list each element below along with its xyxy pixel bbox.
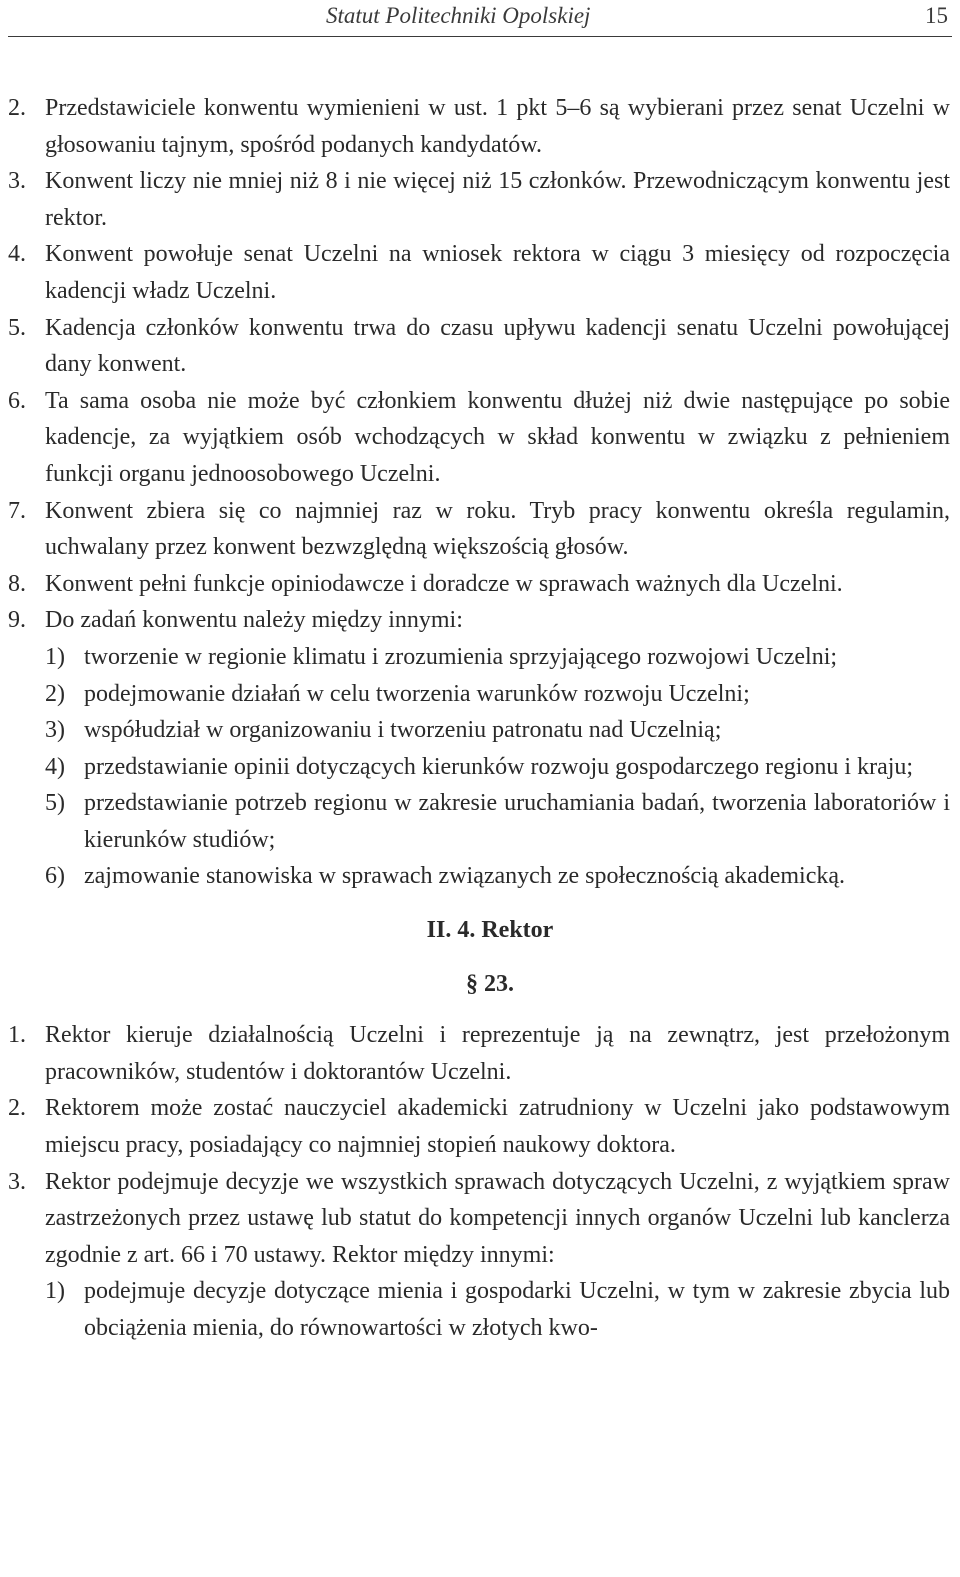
item-number: 6.	[8, 387, 26, 414]
list-item	[8, 1090, 950, 1163]
sub-item-number: 4)	[45, 753, 65, 780]
list-item	[8, 236, 950, 309]
paragraph-sign: § 23.	[466, 970, 514, 997]
sub-item-number: 1)	[45, 643, 65, 670]
item-number: 2.	[8, 95, 26, 121]
sub-item-text: tworzenie w regionie klimatu i zrozumienia sprzyjającego rozwojowi Uczelni;	[84, 643, 838, 670]
sub-list-item	[8, 712, 950, 749]
sub-item-number: 5)	[45, 790, 65, 817]
sub-item-number: 2)	[45, 680, 65, 707]
list-item	[8, 90, 950, 163]
item-number: 5.	[8, 314, 26, 341]
item-text: Konwent powołuje senat Uczelni na wniosek rektora w ciągu 3 miesięcy od rozpoczęcia kadencji władz Uczelni.	[45, 241, 950, 304]
sub-item-text: współudział w organizowaniu i tworzeniu patronatu nad Uczelnią;	[84, 717, 722, 744]
item-text: Przedstawiciele konwentu wymienieni w ust. 1 pkt 5–6 są wybierani przez senat Uczelni w głosowaniu tajnym, spośród podanych kandydatów.	[45, 95, 950, 158]
list-item	[8, 602, 950, 639]
list-item	[8, 493, 950, 566]
sub-item-number: 3)	[45, 717, 65, 744]
sub-list-item	[8, 749, 950, 786]
item-number: 9.	[8, 607, 26, 634]
sub-list-item	[8, 1273, 950, 1346]
item-text: Konwent liczy nie mniej niż 8 i nie więcej niż 15 członków. Przewodniczącym konwentu jest rektor.	[45, 168, 950, 231]
item-number: 8.	[8, 570, 26, 597]
item-text: Do zadań konwentu należy między innymi:	[45, 607, 463, 634]
item-text: Rektorem może zostać nauczyciel akademicki zatrudniony w Uczelni jako podstawowym miejscu pracy, posiadający co najmniej stopień naukowy doktora.	[45, 1095, 950, 1159]
section-heading: II. 4. Rektor	[426, 917, 554, 944]
item-number: 7.	[8, 497, 26, 524]
page-header	[8, 0, 952, 37]
list-item	[8, 383, 950, 493]
list-item	[8, 566, 950, 603]
list-item	[8, 310, 950, 383]
item-text: Rektor kieruje działalnością Uczelni i reprezentuje ją na zewnątrz, jest przełożonym pracowników, studentów i doktorantów Uczelni.	[45, 1022, 950, 1085]
item-text: Ta sama osoba nie może być członkiem konwentu dłużej niż dwie następujące po sobie kadencje, za wyjątkiem osób wchodzących w skład konwentu w związku z pełnieniem funkcji organu jednoosobowego Uczelni.	[45, 387, 950, 487]
sub-item-text: przedstawianie potrzeb regionu w zakresie uruchamiania badań, tworzenia laboratoriów i kierunków studiów;	[84, 790, 950, 853]
page-number: 15	[925, 3, 948, 28]
sub-list-item	[8, 639, 950, 676]
list-item	[8, 163, 950, 236]
sub-item-number: 6)	[45, 863, 65, 890]
item-number: 2.	[8, 1095, 26, 1122]
sub-list-item	[8, 676, 950, 713]
sub-item-text: podejmuje decyzje dotyczące mienia i gospodarki Uczelni, w tym w zakresie zbycia lub obciążenia mienia, do równowartości w złotych kwo-	[84, 1278, 950, 1341]
item-number: 4.	[8, 241, 26, 268]
item-text: Konwent pełni funkcje opiniodawcze i doradcze w sprawach ważnych dla Uczelni.	[45, 570, 843, 597]
item-text: Konwent zbiera się co najmniej raz w roku. Tryb pracy konwentu określa regulamin, uchwalany przez konwent bezwzględną większością głosów.	[45, 497, 950, 561]
sub-item-text: zajmowanie stanowiska w sprawach związanych ze społecznością akademicką.	[84, 863, 845, 890]
item-number: 1.	[8, 1022, 26, 1049]
sub-item-number: 1)	[45, 1278, 65, 1305]
sub-list-item	[8, 858, 950, 895]
list-item	[8, 1017, 950, 1090]
sub-item-text: podejmowanie działań w celu tworzenia warunków rozwoju Uczelni;	[84, 680, 750, 707]
sub-list-item	[8, 785, 950, 858]
sub-item-text: przedstawianie opinii dotyczących kierunków rozwoju gospodarczego regionu i kraju;	[84, 753, 914, 780]
running-title: Statut Politechniki Opolskiej	[326, 3, 591, 28]
list-item	[8, 1164, 950, 1274]
item-number: 3.	[8, 1168, 26, 1195]
item-number: 3.	[8, 168, 26, 195]
item-text: Rektor podejmuje decyzje we wszystkich sprawach dotyczących Uczelni, z wyjątkiem spraw zastrzeżonych przez ustawę lub statut do kompetencji innych organów Uczelni lub kanclerza zgodnie z art. 66 i 70 ustawy. Rektor między innymi:	[45, 1168, 950, 1268]
item-text: Kadencja członków konwentu trwa do czasu upływu kadencji senatu Uczelni powołującej dany konwent.	[45, 314, 950, 378]
document-body	[8, 90, 950, 1347]
